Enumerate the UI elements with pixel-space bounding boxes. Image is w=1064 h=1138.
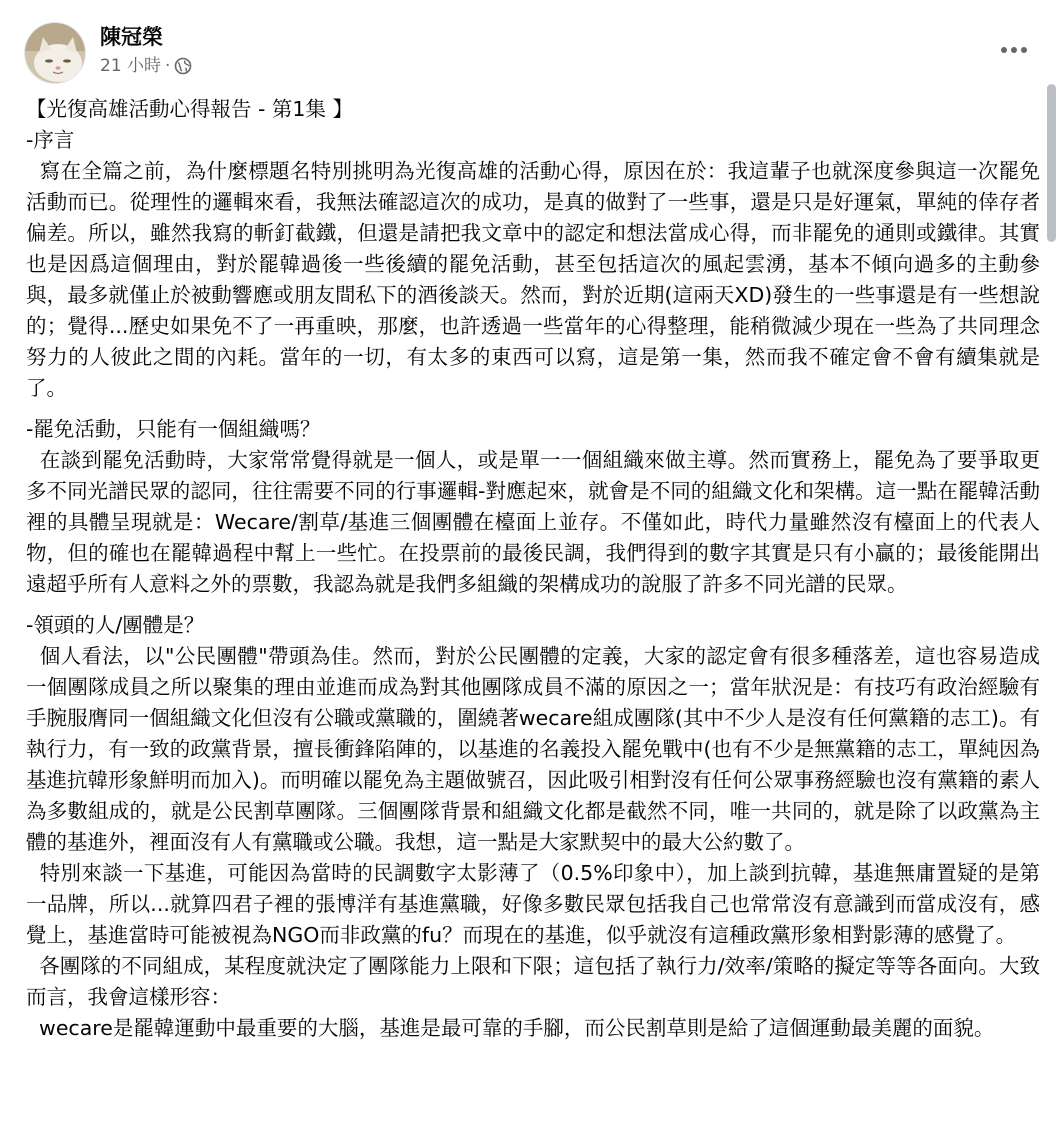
meta-separator: · — [165, 56, 171, 76]
post-meta — [100, 55, 192, 77]
post-title: 【光復高雄活動心得報告 - 第1集 】 — [26, 97, 353, 121]
more-dot — [1011, 47, 1017, 53]
paragraph-summary: wecare是罷韓運動中最重要的大腦，基進是最可靠的手腳，而公民割草則是給了這個運動最美麗的面貌。 — [26, 1016, 995, 1040]
avatar-cat-image — [25, 23, 86, 84]
paragraph-radical-party: 特別來談一下基進，可能因為當時的民調數字太影薄了（0.5%印象中），加上談到抗韓，基進無庸置疑的是第一品牌，所以...就算四君子裡的張博洋有基進黨職，好像多數民眾包括我自己也常常沒有意識到而當成沒有，感覺上，基進當時可能被視為NGO而非政黨的fu？而現在的基進，似乎就沒有這種政黨形象相對影薄的感覺了。 — [26, 861, 1040, 947]
author-name[interactable]: 陳冠榮 — [100, 25, 163, 49]
paragraph-organizations: 在談到罷免活動時，大家常常覺得就是一個人，或是單一一個組織來做主導。然而實務上，罷免為了要爭取更多不同光譜民眾的認同，往往需要不同的行事邏輯-對應起來，就會是不同的組織文化和架構。這一點在罷韓活動裡的具體呈現就是：Wecare/割草/基進三個團體在檯面上並存。不僅如此，時代力量雖然沒有檯面上的代表人物，但的確也在罷韓過程中幫上一些忙。在投票前的最後民調，我們得到的數字其實是只有小贏的；最後能開出遠超乎所有人意料之外的票數，我認為就是我們多組織的架構成功的說服了許多不同光譜的民眾。 — [26, 448, 1040, 596]
paragraph-preface: 寫在全篇之前，為什麼標題名特別挑明為光復高雄的活動心得，原因在於：我這輩子也就深度參與這一次罷免活動而已。從理性的邏輯來看，我無法確認這次的成功，是真的做對了一些事，還是只是好運氣，單純的倖存者偏差。所以，雖然我寫的斬釘截鐵，但還是請把我文章中的認定和想法當成心得，而非罷免的通則或鐵律。其實也是因爲這個理由，對於罷韓過後一些後續的罷免活動，甚至包括這次的風起雲湧，基本不傾向過多的主動參與，最多就僅止於被動響應或朋友間私下的酒後談天。然而，對於近期(這兩天XD)發生的一些事還是有一些想說的；覺得...歷史如果免不了一再重映，那麼，也許透過一些當年的心得整理，能稍微減少現在一些為了共同理念努力的人彼此之間的內耗。當年的一切，有太多的東西可以寫，這是第一集，然而我不確定會不會有續集就是了。 — [26, 159, 1040, 400]
scrollbar-thumb[interactable] — [1047, 84, 1056, 242]
section-heading-leaders: -領頭的人/團體是？ — [26, 613, 205, 637]
more-options-icon[interactable] — [994, 34, 1034, 66]
paragraph-team-composition: 各團隊的不同組成，某程度就決定了團隊能力上限和下限；這包括了執行力/效率/策略的擬定等等各面向。大致而言，我會這樣形容： — [26, 954, 1040, 1009]
paragraph-gap — [26, 404, 1040, 414]
globe-icon[interactable] — [174, 57, 192, 75]
paragraph-leaders: 個人看法，以"公民團體"帶頭為佳。然而，對於公民團體的定義，大家的認定會有很多種落差，這也容易造成一個團隊成員之所以聚集的理由並進而成為對其他團隊成員不滿的原因之一；當年狀況是：有技巧有政治經驗有手腕服膺同一個組織文化但沒有公職或黨職的，圍繞著wecare組成團隊(其中不少人是沒有任何黨籍的志工)。有執行力，有一致的政黨背景，擅長衝鋒陷陣的，以基進的名義投入罷免戰中(也有不少是無黨籍的志工，單純因為基進抗韓形象鮮明而加入)。而明確以罷免為主題做號召，因此吸引相對沒有任何公眾事務經驗也沒有黨籍的素人為多數組成的，就是公民割草團隊。三個團隊背景和組織文化都是截然不同，唯一共同的，就是除了以政黨為主體的基進外，裡面沒有人有黨職或公職。我想，這一點是大家默契中的最大公約數了。 — [26, 644, 1040, 854]
more-dot — [1001, 47, 1007, 53]
paragraph-gap — [26, 600, 1040, 610]
post-timestamp[interactable]: 21 小時 — [100, 56, 162, 76]
post-header — [24, 20, 1034, 82]
section-heading-organizations: -罷免活動，只能有一個組織嗎？ — [26, 417, 321, 441]
avatar[interactable] — [24, 22, 86, 84]
more-dot — [1021, 47, 1027, 53]
section-heading-preface: -序言 — [26, 128, 75, 152]
post-body — [26, 94, 1040, 1044]
